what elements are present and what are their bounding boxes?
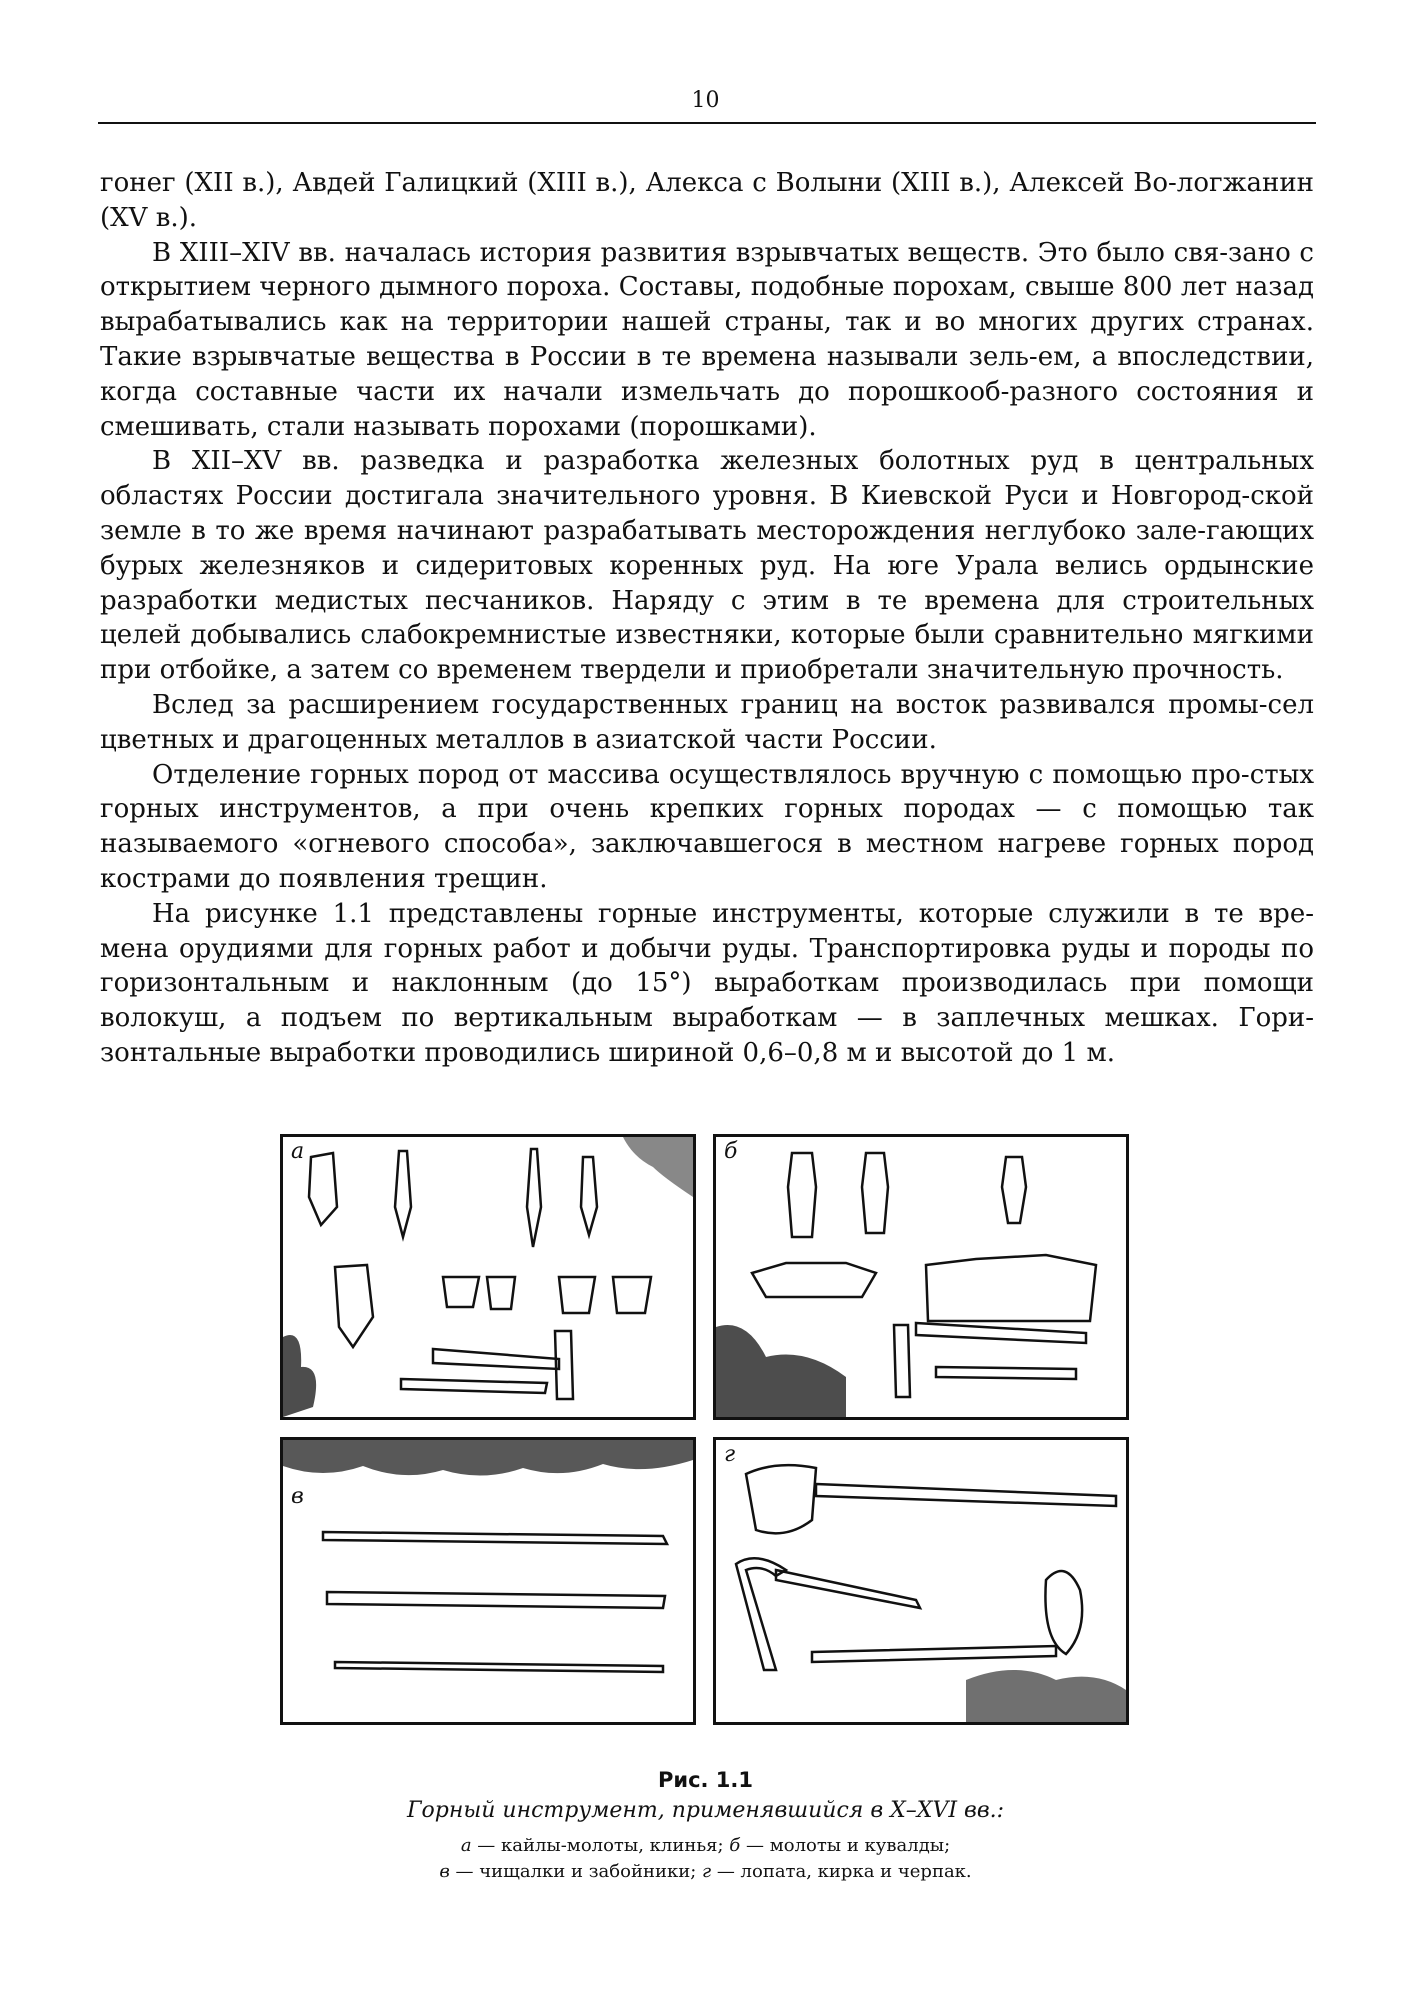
tamping-rod-icon	[327, 1592, 665, 1608]
paragraph-2: В XIII–XIV вв. началась история развития взрывчатых веществ. Это было свя-зано с открытием черного дымного пороха. Составы, подобные порохам, свыше 800 лет назад вырабатывались как на территории нашей страны, так и во многих других странах. Такие взрывчатые вещества в России в те времена называли зель-ем, а впоследствии, когда составные части их начали измельчать до порошкооб-разного состояния и смешивать, стали называть порохами (порошками).	[100, 237, 1314, 442]
panel-v-letter: в	[291, 1484, 304, 1509]
leaf-decoration-icon	[716, 1325, 846, 1417]
ground-decoration-icon	[283, 1440, 693, 1476]
paragraph-5: Отделение горных пород от массива осуществлялось вручную с помощью про-стых горных инструментов, а при очень крепких горных породах — с помощью так называемого «огневого способа», заключавшегося в местном нагреве горных пород кострами до появления трещин.	[100, 759, 1314, 894]
legend-line-2	[0, 1859, 1411, 1885]
sledgehammer-head-icon	[752, 1263, 876, 1297]
paragraph-6: На рисунке 1.1 представлены горные инструменты, которые служили в те вре-мена орудиями для горных работ и добычи руды. Транспортировка руды и породы по горизонтальным и наклонным (до 15°) выработкам производилась при помощи волокуш, а подъем по вертикальным выработкам — в заплечных мешках. Гори-зонтальные выработки проводились шириной 0,6–0,8 м и высотой до 1 м.	[100, 898, 1314, 1068]
maul-head-icon	[862, 1153, 888, 1233]
caption-title: Рис. 1.1	[657, 1768, 754, 1792]
thin-rod-icon	[335, 1662, 663, 1672]
shovel-handle-icon	[816, 1484, 1116, 1506]
block-wedge-icon	[613, 1277, 651, 1313]
paragraph-1: гонег (XII в.), Авдей Галицкий (XIII в.), Алекса с Волыни (XIII в.), Алексей Во-логжанин (XV в.).	[100, 168, 1314, 233]
sledgehammer-head-icon	[926, 1255, 1096, 1321]
wedge-icon	[395, 1151, 411, 1237]
block-wedge-icon	[487, 1277, 515, 1309]
pick-handle-icon	[776, 1570, 920, 1608]
legend-letter-a: а	[460, 1835, 472, 1856]
panel-a	[280, 1134, 696, 1420]
header-rule	[98, 122, 1316, 124]
body-text	[100, 166, 1314, 1071]
legend-letter-v: в	[439, 1861, 450, 1882]
caption-legend	[0, 1833, 1411, 1885]
panel-a-drawing	[283, 1137, 693, 1417]
panel-g-drawing	[716, 1440, 1126, 1722]
bar-icon	[401, 1379, 547, 1393]
panel-b-drawing	[716, 1137, 1126, 1417]
ladle-bowl-icon	[1045, 1571, 1082, 1654]
panel-g	[713, 1437, 1129, 1725]
maul-head-icon	[1002, 1157, 1026, 1223]
legend-text-a: — кайлы-молоты, клинья;	[471, 1835, 730, 1856]
panel-b-letter: б	[724, 1139, 738, 1164]
hammer-handle-icon	[433, 1349, 559, 1369]
page-number: 10	[691, 88, 720, 113]
pick-icon	[736, 1558, 786, 1670]
panel-a-letter: а	[291, 1139, 305, 1164]
ladle-handle-icon	[812, 1646, 1056, 1662]
pick-head-icon	[309, 1153, 337, 1225]
caption-subtitle: Горный инструмент, применявшийся в X–XVI вв.:	[406, 1798, 1005, 1823]
panel-g-letter: г	[724, 1442, 736, 1467]
hammer-head-icon	[555, 1331, 573, 1399]
paragraph-4: Вслед за расширением государственных границ на восток развивался промы-сел цветных и драгоценных металлов в азиатской части России.	[100, 689, 1314, 755]
hammer-head-icon	[894, 1325, 910, 1397]
legend-letter-g: г	[702, 1861, 712, 1882]
legend-text-b: — молоты и кувалды;	[740, 1835, 951, 1856]
panel-b	[713, 1134, 1129, 1420]
hammer-head-icon	[335, 1265, 373, 1347]
maul-head-icon	[788, 1153, 816, 1237]
leaf-decoration-icon	[623, 1137, 693, 1197]
shovel-blade-icon	[746, 1465, 816, 1533]
leaf-decoration-icon	[283, 1335, 316, 1417]
legend-letter-b: б	[729, 1835, 741, 1856]
legend-text-g: — лопата, кирка и черпак.	[711, 1861, 972, 1882]
paragraph-3: В XII–XV вв. разведка и разработка железных болотных руд в центральных областях России достигала значительного уровня. В Киевской Руси и Новгород-ской земле в то же время начинают разрабатывать месторождения неглубоко зале-гающих бурых железняков и сидеритовых коренных руд. На юге Урала велись ордынские разработки медистых песчаников. Наряду с этим в те времена для строительных целей добывались слабокремнистые известняки, которые были сравнительно мягкими при отбойке, а затем со временем твердели и приобретали значительную прочность.	[100, 446, 1314, 686]
leaf-decoration-icon	[966, 1670, 1126, 1722]
block-wedge-icon	[559, 1277, 595, 1313]
block-wedge-icon	[443, 1277, 479, 1307]
bar-icon	[936, 1367, 1076, 1379]
wedge-icon	[581, 1157, 597, 1235]
hammer-handle-icon	[916, 1323, 1086, 1343]
panel-v	[280, 1437, 696, 1725]
legend-line-1	[0, 1833, 1411, 1859]
scraper-rod-icon	[323, 1532, 667, 1544]
wedge-icon	[527, 1149, 541, 1247]
panel-v-drawing	[283, 1440, 693, 1722]
figure-caption	[0, 1768, 1411, 1885]
legend-text-v: — чищалки и забойники;	[449, 1861, 702, 1882]
